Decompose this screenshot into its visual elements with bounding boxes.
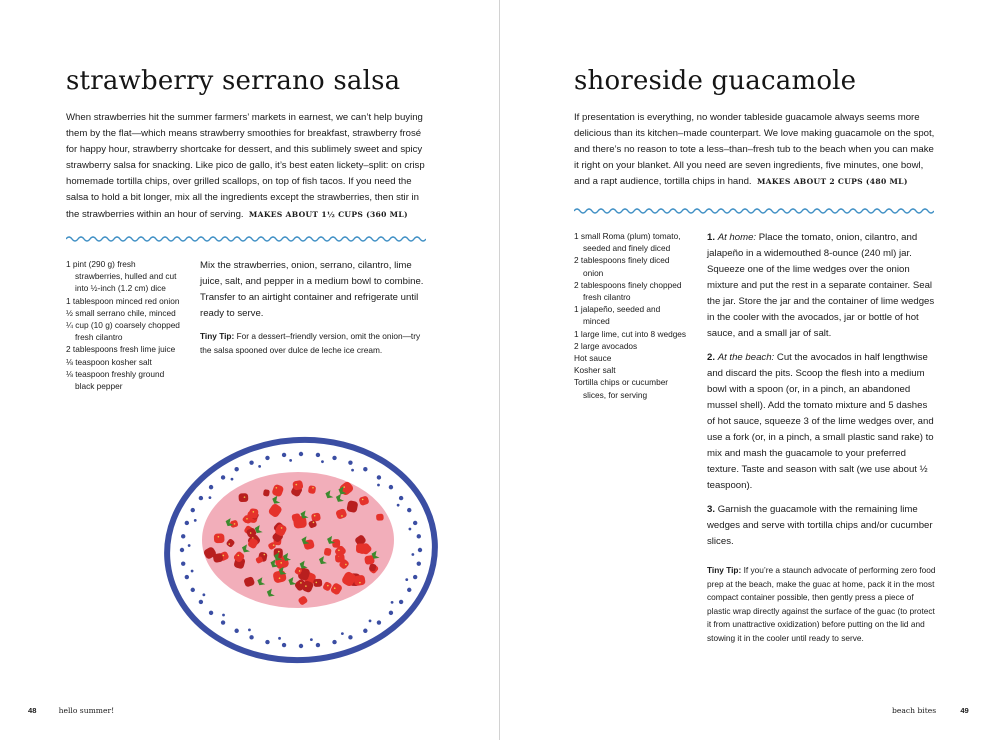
- step-label: At the beach:: [717, 352, 775, 363]
- ingredients-list: [66, 258, 182, 392]
- step-number: 2.: [707, 352, 716, 363]
- tiny-tip-text: If you’re a staunch advocate of performing zero food prep at the beach, make the guac at home, pack it in the most compact container possible, then gently press a piece of plastic wrap directly against the surface of the guac (to protect it from unattractive oxidization) before putting on the lid and stowing it in the cooler until ready to serve.: [707, 565, 936, 643]
- ingredient-item: 1 large lime, cut into 8 wedges: [574, 328, 687, 339]
- step-text: Garnish the guacamole with the remaining lime wedges and serve with tortilla chips and/or cucumber slices.: [707, 504, 933, 547]
- tiny-tip: [200, 330, 426, 357]
- recipe-title: strawberry serrano salsa: [66, 66, 401, 96]
- step-number: 3.: [707, 504, 716, 515]
- tiny-tip-label: Tiny Tip:: [200, 331, 235, 341]
- recipe-title: shoreside guacamole: [574, 66, 857, 96]
- recipe-method: [200, 258, 426, 365]
- ingredient-item: ⅛ teaspoon kosher salt: [66, 356, 152, 367]
- strawberry-salsa-plate-icon: [160, 432, 442, 668]
- recipe-intro: [574, 110, 940, 190]
- ingredient-item: Hot sauce: [574, 353, 612, 364]
- recipe-steps: [707, 230, 937, 653]
- ingredient-item: 1 pint (290 g) fresh strawberries, hulled and cut into ½-inch (1.2 cm) dice: [66, 259, 177, 294]
- method-step: [707, 230, 937, 342]
- page-number: 49: [960, 706, 969, 715]
- tiny-tip-label: Tiny Tip:: [707, 565, 742, 575]
- ingredient-item: ½ small serrano chile, minced: [66, 307, 176, 318]
- yield-text: MAKES ABOUT 1½ CUPS (360 ML): [248, 209, 408, 219]
- ingredient-item: 1 small Roma (plum) tomato, seeded and finely diced: [574, 231, 681, 254]
- method-step: [707, 502, 937, 550]
- ingredient-item: 2 tablespoons fresh lime juice: [66, 344, 176, 355]
- running-head: beach bites: [892, 706, 937, 715]
- ingredient-item: 1 jalapeño, seeded and minced: [574, 304, 661, 327]
- tiny-tip: [707, 564, 937, 645]
- ingredient-item: 2 tablespoons finely chopped fresh cilantro: [574, 279, 682, 303]
- folio-right: [892, 706, 969, 715]
- ingredient-item: Kosher salt: [574, 365, 616, 376]
- recipe-intro: [66, 110, 432, 223]
- intro-text: When strawberries hit the summer farmers’ markets in earnest, we can’t help buying them by the flat—which means strawberry smoothies for breakfast, strawberry frosé for happy hour, strawberry shortcake for dessert, and this sublimely sweet and spicy strawberry salsa for snacking. Like pico de gallo, it’s best eaten lickety–split: on crisp homemade tortilla chips, over grilled scallops, on top of fish tacos. If you need the salsa to hold a bit longer, mix all the ingredients except the strawberries, then stir in the strawberries within an hour of serving.: [66, 112, 425, 220]
- running-head: hello summer!: [58, 706, 115, 715]
- step-label: At home:: [717, 232, 757, 243]
- ingredient-item: 2 large avocados: [574, 340, 638, 351]
- step-number: 1.: [707, 232, 716, 243]
- folio-left: [28, 706, 114, 715]
- right-page: [500, 0, 1000, 740]
- step-text: Place the tomato, onion, cilantro, and jalapeño in a widemouthed 8-ounce (240 ml) jar. Squeeze one of the lime wedges over the onion mixture and put the rest in a separate container. Seal the jar. Store the jar and the container of lime wedges in the cooler with the avocados, jar or bottle of hot sauce, and a small jar of salt.: [707, 232, 935, 339]
- page-number: 48: [28, 706, 37, 715]
- wave-divider-icon: [574, 206, 934, 216]
- intro-text: If presentation is everything, no wonder tableside guacamole always seems more delicious than its kitchen–made counterpart. We love making guacamole on the spot, and there’s no reason to tote a less–than–fresh tub to the beach when you can make it right on your blanket. All you need are seven ingredients, five minutes, one bowl, and a rapt audience, tortilla chips in hand.: [574, 112, 935, 188]
- step-text: Cut the avocados in half lengthwise and discard the pits. Scoop the flesh into a medium bowl with a spoon (or, in a pinch, an abandoned mussel shell). Add the tomato mixture and 5 dashes of hot sauce, squeeze 3 of the lime wedges over, and use a fork (or, in a pinch, a small plastic sand rake) to mix and mash the guacamole to your preferred texture. Taste and season with salt (we use about ½ teaspoon).: [707, 352, 934, 491]
- ingredient-item: ⅛ teaspoon freshly ground black pepper: [66, 368, 165, 392]
- tiny-tip-text: For a dessert–friendly version, omit the onion—try the salsa spooned over dulce de leche ice cream.: [200, 331, 421, 355]
- ingredient-item: Tortilla chips or cucumber slices, for serving: [574, 377, 669, 400]
- yield-text: MAKES ABOUT 2 CUPS (480 ML): [756, 177, 908, 187]
- ingredient-item: 2 tablespoons finely diced onion: [574, 255, 670, 278]
- ingredient-item: 1 tablespoon minced red onion: [66, 295, 180, 306]
- ingredient-item: ¼ cup (10 g) coarsely chopped fresh cilantro: [66, 320, 180, 343]
- method-step: [707, 350, 937, 494]
- wave-divider-icon: [66, 234, 426, 244]
- ingredients-list: [574, 230, 688, 401]
- method-text: Mix the strawberries, onion, serrano, cilantro, lime juice, salt, and pepper in a medium bowl to combine. Transfer to an airtight container and refrigerate until ready to serve.: [200, 260, 424, 319]
